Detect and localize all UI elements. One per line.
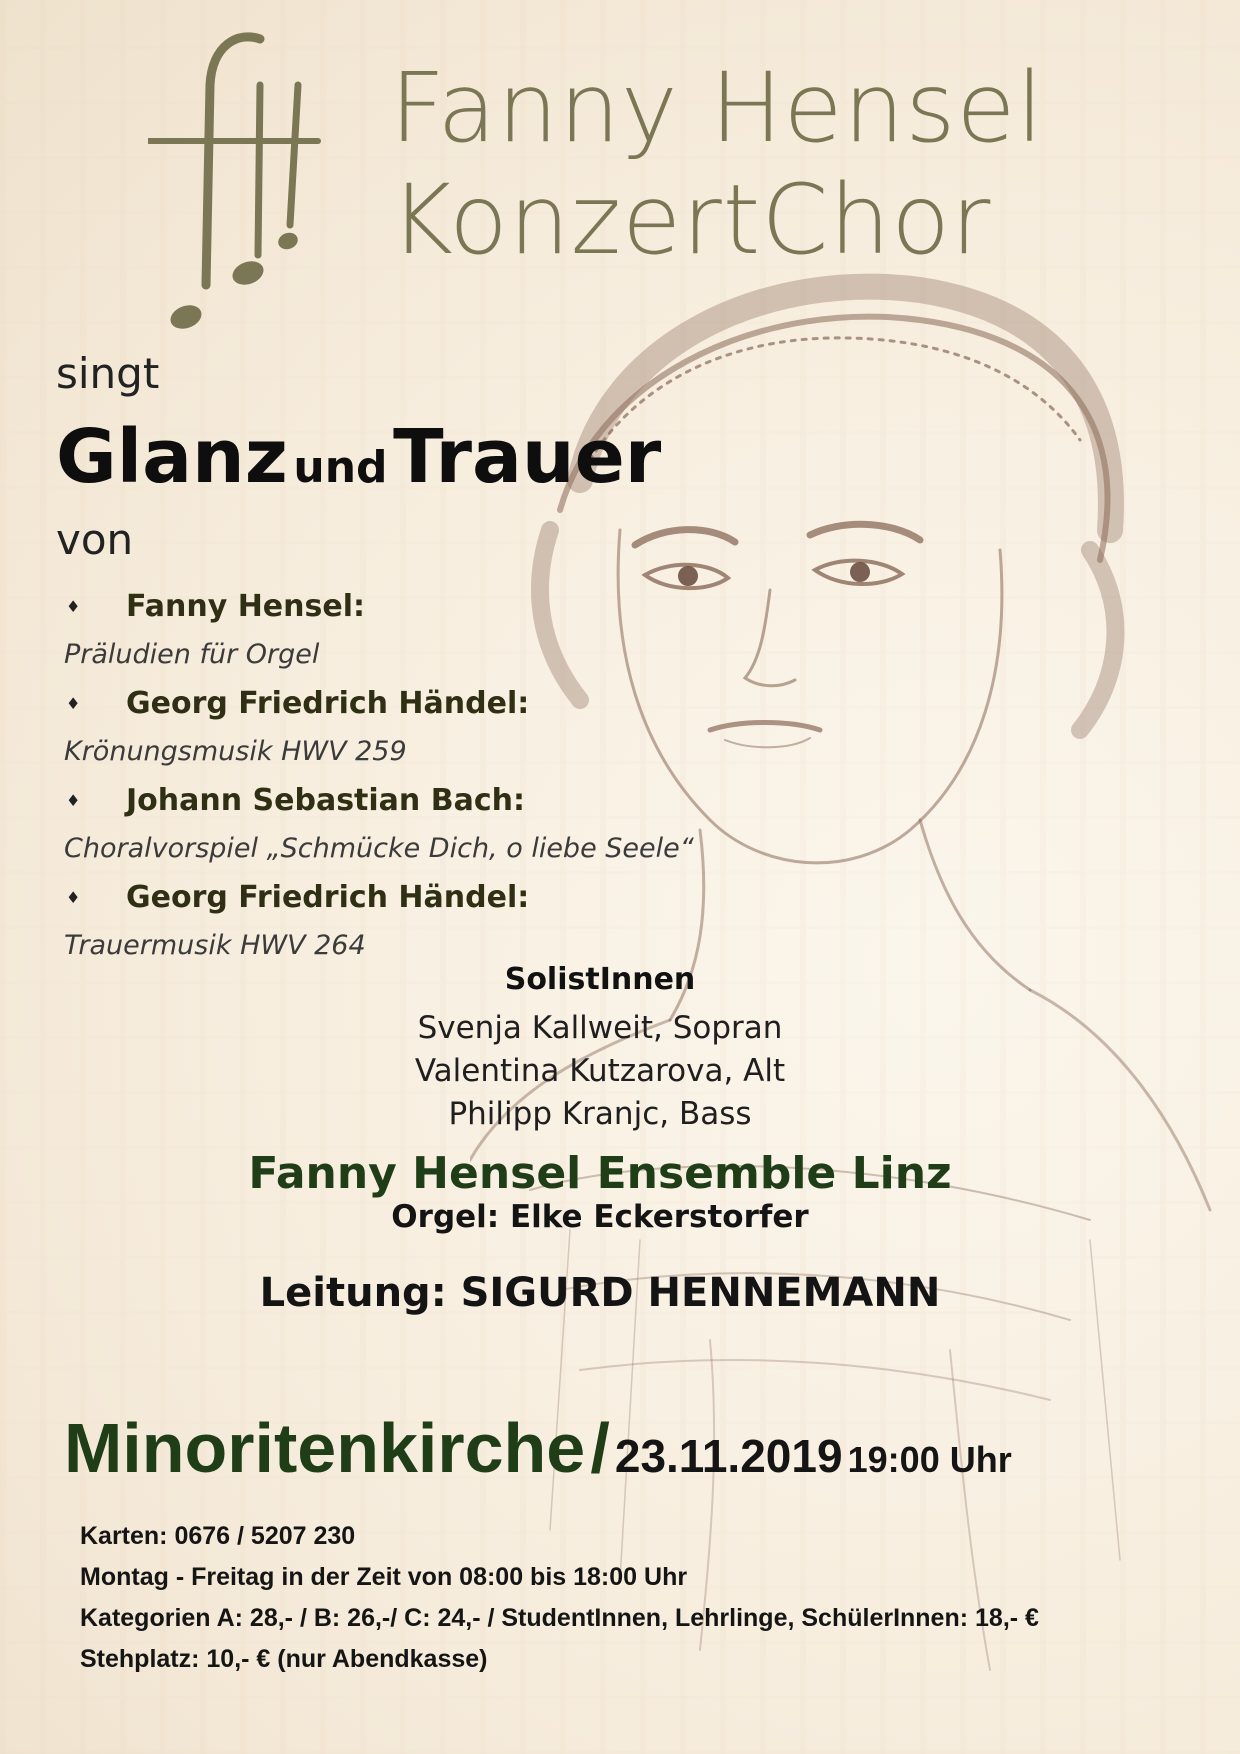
composer-name: Johann Sebastian Bach: <box>126 782 525 818</box>
venue-name: Minoritenkirche <box>64 1409 586 1487</box>
choir-name <box>390 52 1044 276</box>
programme-item <box>64 581 804 678</box>
choir-name-line1: Fanny Hensel <box>390 52 1045 164</box>
title-joiner: und <box>293 442 388 493</box>
ensemble-name: Fanny Hensel Ensemble Linz <box>248 1148 952 1199</box>
ticket-info <box>80 1516 1039 1680</box>
soloists-heading: SolistInnen <box>504 962 696 997</box>
soloist-alto: Valentina Kutzarova, Alt <box>414 1053 786 1089</box>
work-title: Krönungsmusik HWV 259 <box>64 736 407 767</box>
diamond-bullet-icon: ♦ <box>66 790 81 810</box>
choir-logo-monogram <box>148 25 348 365</box>
title-word-trauer: Trauer <box>393 414 662 500</box>
event-date: 23.11.2019 <box>614 1430 843 1482</box>
programme-item <box>64 678 804 775</box>
event-venue-date <box>64 1408 1012 1488</box>
intro-von: von <box>56 515 134 564</box>
venue-separator: / <box>590 1409 610 1487</box>
composer-name: Fanny Hensel: <box>126 588 365 624</box>
soloist-soprano: Svenja Kallweit, Sopran <box>417 1010 783 1046</box>
choir-name-line2: KonzertChor <box>390 164 992 276</box>
concert-title <box>56 414 661 500</box>
work-title: Choralvorspiel „Schmücke Dich, o liebe Seele“ <box>64 833 694 864</box>
ticket-prices: Kategorien A: 28,- / B: 26,-/ C: 24,- / StudentInnen, Lehrlinge, SchülerInnen: 18,- € <box>80 1604 1039 1632</box>
diamond-bullet-icon: ♦ <box>66 693 81 713</box>
ticket-hours: Montag - Freitag in der Zeit von 08:00 bis 18:00 Uhr <box>80 1563 688 1591</box>
ticket-phone: Karten: 0676 / 5207 230 <box>80 1522 356 1550</box>
composer-name: Georg Friedrich Händel: <box>126 685 530 721</box>
conductor: Leitung: SIGURD HENNEMANN <box>259 1270 941 1316</box>
composer-name: Georg Friedrich Händel: <box>126 879 530 915</box>
programme-item <box>64 872 804 969</box>
organist: Orgel: Elke Eckerstorfer <box>391 1199 809 1235</box>
work-title: Präludien für Orgel <box>64 639 320 670</box>
work-title: Trauermusik HWV 264 <box>64 930 366 961</box>
title-word-glanz: Glanz <box>56 414 288 500</box>
soloist-bass: Philipp Kranjc, Bass <box>448 1096 752 1132</box>
programme-item <box>64 775 804 872</box>
diamond-bullet-icon: ♦ <box>66 887 81 907</box>
diamond-bullet-icon: ♦ <box>66 596 81 616</box>
ticket-standing: Stehplatz: 10,- € (nur Abendkasse) <box>80 1645 488 1673</box>
event-time: 19:00 Uhr <box>847 1439 1012 1480</box>
programme-list <box>64 581 804 969</box>
intro-singt: singt <box>56 349 160 398</box>
